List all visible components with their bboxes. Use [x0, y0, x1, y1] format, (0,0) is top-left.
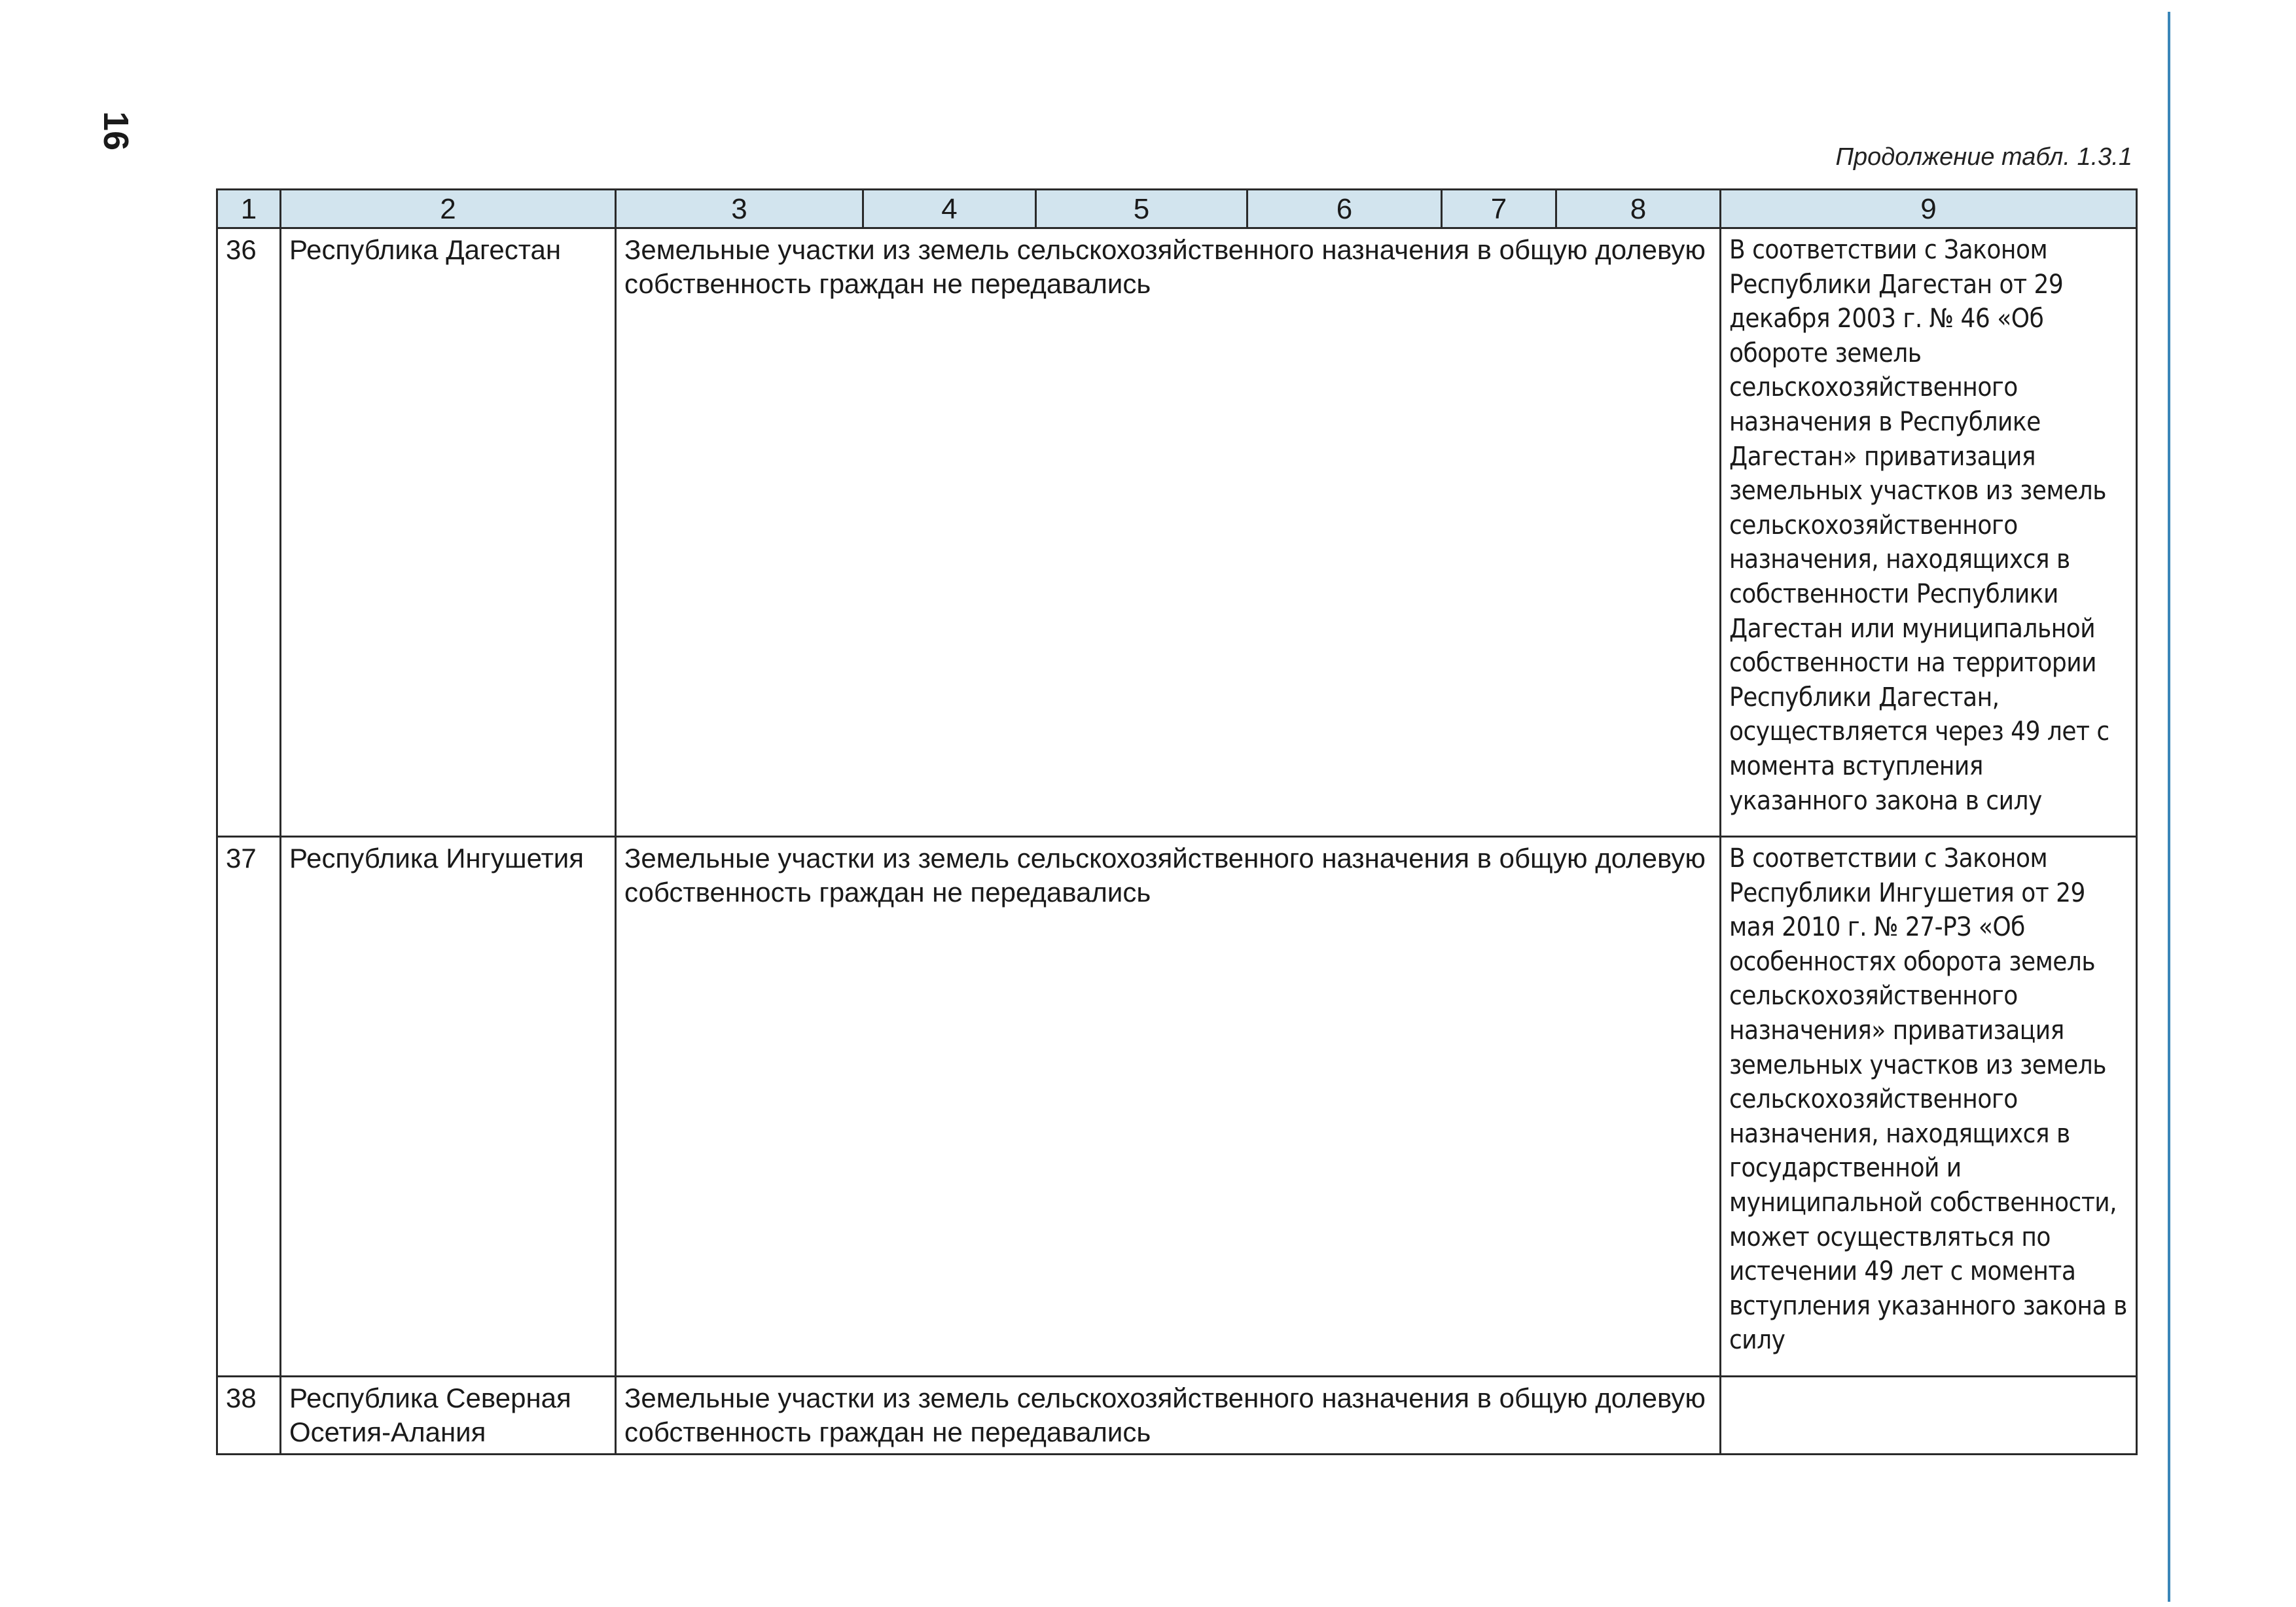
table-continuation-note: Продолжение табл. 1.3.1	[1835, 143, 2132, 171]
table-row	[217, 1377, 2137, 1455]
row-number: 38	[217, 1377, 281, 1455]
region-name: Республика Ингушетия	[281, 837, 616, 1377]
transfer-description: Земельные участки из земель сельскохозяйственного назначения в общую долевую собственность граждан не передавались	[616, 228, 1721, 837]
column-header: 2	[281, 190, 616, 228]
column-header: 8	[1556, 190, 1721, 228]
column-header: 3	[616, 190, 863, 228]
column-header: 4	[863, 190, 1036, 228]
region-name: Республика Северная Осетия-Алания	[281, 1377, 616, 1455]
table-row	[217, 228, 2137, 837]
column-header: 7	[1442, 190, 1556, 228]
column-header: 5	[1036, 190, 1247, 228]
legal-basis	[1721, 1377, 2137, 1455]
table-row	[217, 837, 2137, 1377]
legal-basis: В соответствии с Законом Республики Дагестан от 29 декабря 2003 г. № 46 «Об обороте земель сельскохозяйственного назначения в Республике Дагестан» приватизация земельных участков из земель сельскохозяйственного назначения, находящихся в собственности Республики Дагестан или муниципальной собственности на территории Республики Дагестан, осуществляется через 49 лет с момента вступления указанного закона в силу	[1721, 228, 2137, 837]
transfer-description: Земельные участки из земель сельскохозяйственного назначения в общую долевую собственность граждан не передавались	[616, 837, 1721, 1377]
column-header: 6	[1247, 190, 1442, 228]
transfer-description: Земельные участки из земель сельскохозяйственного назначения в общую долевую собственность граждан не передавались	[616, 1377, 1721, 1455]
data-table-container	[216, 188, 2136, 1455]
data-table	[216, 188, 2138, 1455]
column-header: 1	[217, 190, 281, 228]
region-name: Республика Дагестан	[281, 228, 616, 837]
page-edge-rule	[2168, 12, 2170, 1602]
row-number: 36	[217, 228, 281, 837]
legal-basis: В соответствии с Законом Республики Ингушетия от 29 мая 2010 г. № 27-РЗ «Об особенностях оборота земель сельскохозяйственного назначения» приватизация земельных участков из земель сельскохозяйственного назначения, находящихся в государственной и муниципальной собственности, может осуществляться по истечении 49 лет с момента вступления указанного закона в силу	[1721, 837, 2137, 1377]
column-header: 9	[1721, 190, 2137, 228]
row-number: 37	[217, 837, 281, 1377]
page-number: 16	[96, 111, 135, 151]
table-header-row	[217, 190, 2137, 228]
